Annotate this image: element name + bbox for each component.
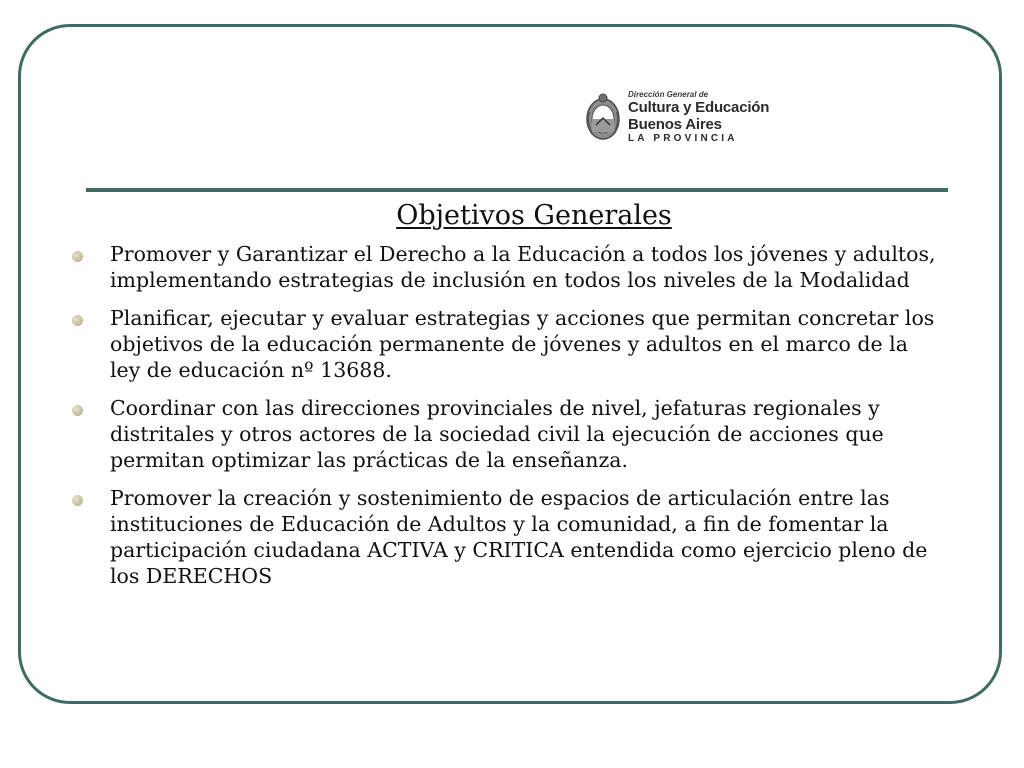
logo-line-3: Buenos Aires [628,116,722,133]
objective-item [70,241,942,293]
objective-item [70,395,942,473]
bullet-dot-icon [72,405,83,416]
logo-line-4: LA PROVINCIA [628,133,738,144]
logo-line-2: Cultura y Educación [628,99,770,116]
logo-line-1: Dirección General de [628,90,709,99]
objectives-list [70,241,942,601]
objective-text: Planificar, ejecutar y evaluar estrategias y acciones que permitan concretar los objetivos de la educación permanente de jóvenes y adultos en el marco de la ley de educación nº 13688. [110,306,935,382]
objective-text: Promover y Garantizar el Derecho a la Educación a todos los jóvenes y adultos, implementando estrategias de inclusión en todos los niveles de la Modalidad [110,242,936,292]
objective-text: Coordinar con las direcciones provinciales de nivel, jefaturas regionales y distritales y otros actores de la sociedad civil la ejecución de acciones que permitan optimizar las prácticas de la enseñanza. [110,396,884,472]
objective-text: Promover la creación y sostenimiento de espacios de articulación entre las instituciones de Educación de Adultos y la comunidad, a fin de fomentar la participación ciudadana ACTIVA y CRITICA entendida como ejercicio pleno de los DERECHOS [110,486,928,588]
bullet-dot-icon [72,251,83,262]
title-divider [86,188,948,192]
provincial-seal-icon [584,92,622,142]
objective-item [70,305,942,383]
objective-item [70,485,942,589]
bullet-dot-icon [72,315,83,326]
logo-wordmark [628,90,769,144]
bullet-dot-icon [72,495,83,506]
logo [584,90,774,146]
slide-title: Objetivos Generales [396,200,672,231]
